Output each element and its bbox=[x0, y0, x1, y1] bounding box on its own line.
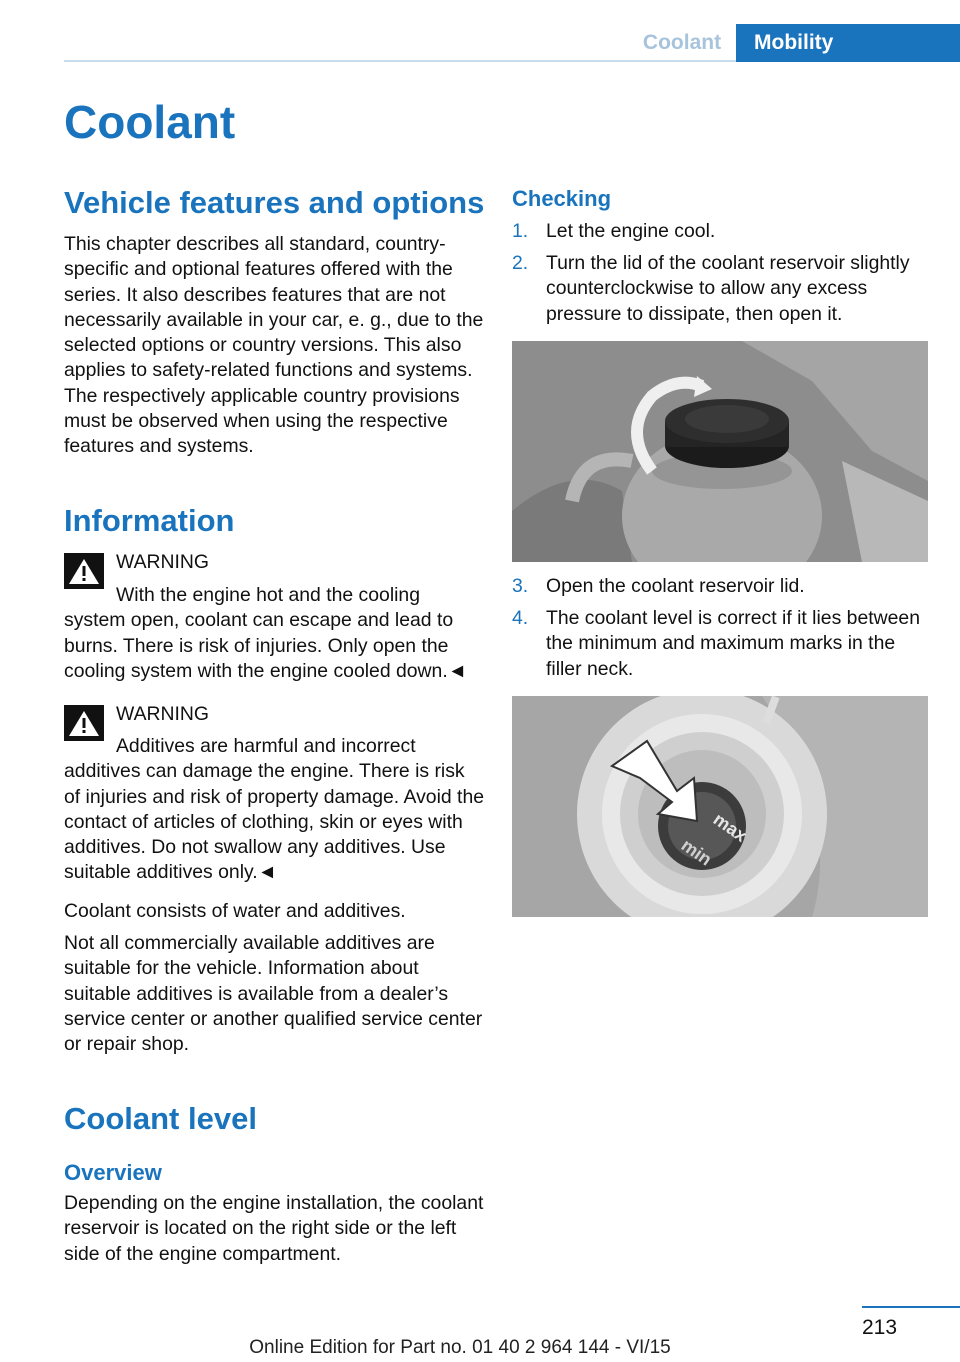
edition-footer bbox=[0, 1337, 960, 1359]
coolant-reservoir-photo bbox=[512, 341, 928, 562]
footer-rule bbox=[862, 1306, 960, 1308]
heading-checking: Checking bbox=[512, 186, 612, 211]
consists-text: Coolant consists of water and additives. bbox=[64, 900, 406, 922]
step-text: Turn the lid of the coolant reservoir slightly counterclockwise to allow any excess pressure to dissipate, then open it. bbox=[546, 252, 910, 325]
page-number: 213 bbox=[862, 1316, 898, 1339]
warning-1-text: With the engine hot and the cooling system open, coolant can escape and lead to burns. There is risk of injuries. Only open the cooling system with the engine cooled down.◄ bbox=[64, 584, 467, 682]
heading-overview: Overview bbox=[64, 1160, 162, 1185]
tab-mobility[interactable]: Mobility bbox=[736, 24, 960, 62]
overview-text: Depending on the engine installation, the coolant reservoir is located on the right side or the left side of the engine compartment. bbox=[64, 1192, 484, 1265]
warning-2-text: Additives are harmful and incorrect additives can damage the engine. There is risk of injuries and risk of property damage. Avoid the contact of articles of clothing, skin or eyes with additives. Do not swallow any additives. Use suitable additives only.◄ bbox=[64, 735, 485, 884]
tab-coolant[interactable]: Coolant bbox=[642, 31, 722, 54]
list-item bbox=[512, 606, 928, 682]
list-item bbox=[512, 251, 928, 327]
step-text: The coolant level is correct if it lies between the minimum and maximum marks in the filler neck. bbox=[546, 607, 920, 680]
heading-coolant-level: Coolant level bbox=[64, 1101, 257, 1136]
filler-neck-photo bbox=[512, 696, 928, 917]
heading-vehicle-features: Vehicle features and options bbox=[64, 185, 485, 220]
step-number: 2. bbox=[512, 252, 529, 274]
min-mark: min bbox=[677, 834, 716, 870]
step-number: 3. bbox=[512, 575, 529, 597]
page-title: Coolant bbox=[64, 96, 236, 148]
warning-2-title: WARNING bbox=[116, 703, 209, 725]
list-item bbox=[512, 219, 928, 244]
vehicle-features-text: This chapter describes all standard, country-specific and optional features offered with the series. It also describes features that are not necessarily available in your car, e. g., due to the selected options or country versions. This also applies to safety-related functions and systems. The respectively applicable country provisions must be observed when using the respective features and systems. bbox=[64, 233, 484, 458]
step-text: Open the coolant reservoir lid. bbox=[546, 575, 805, 597]
step-number: 4. bbox=[512, 607, 529, 629]
heading-information: Information bbox=[64, 503, 235, 538]
step-number: 1. bbox=[512, 220, 529, 242]
warning-1-title: WARNING bbox=[116, 551, 209, 573]
step-text: Let the engine cool. bbox=[546, 220, 716, 242]
edition-text: Online Edition for Part no. 01 40 2 964 144 - VI/15 bbox=[249, 1337, 671, 1358]
max-mark: max bbox=[709, 808, 751, 846]
additives-text: Not all commercially available additives are suitable for the vehicle. Information about suitable additives is available from a dealer’s service center or another qualified service center or repair shop. bbox=[64, 932, 483, 1056]
list-item bbox=[512, 574, 928, 599]
